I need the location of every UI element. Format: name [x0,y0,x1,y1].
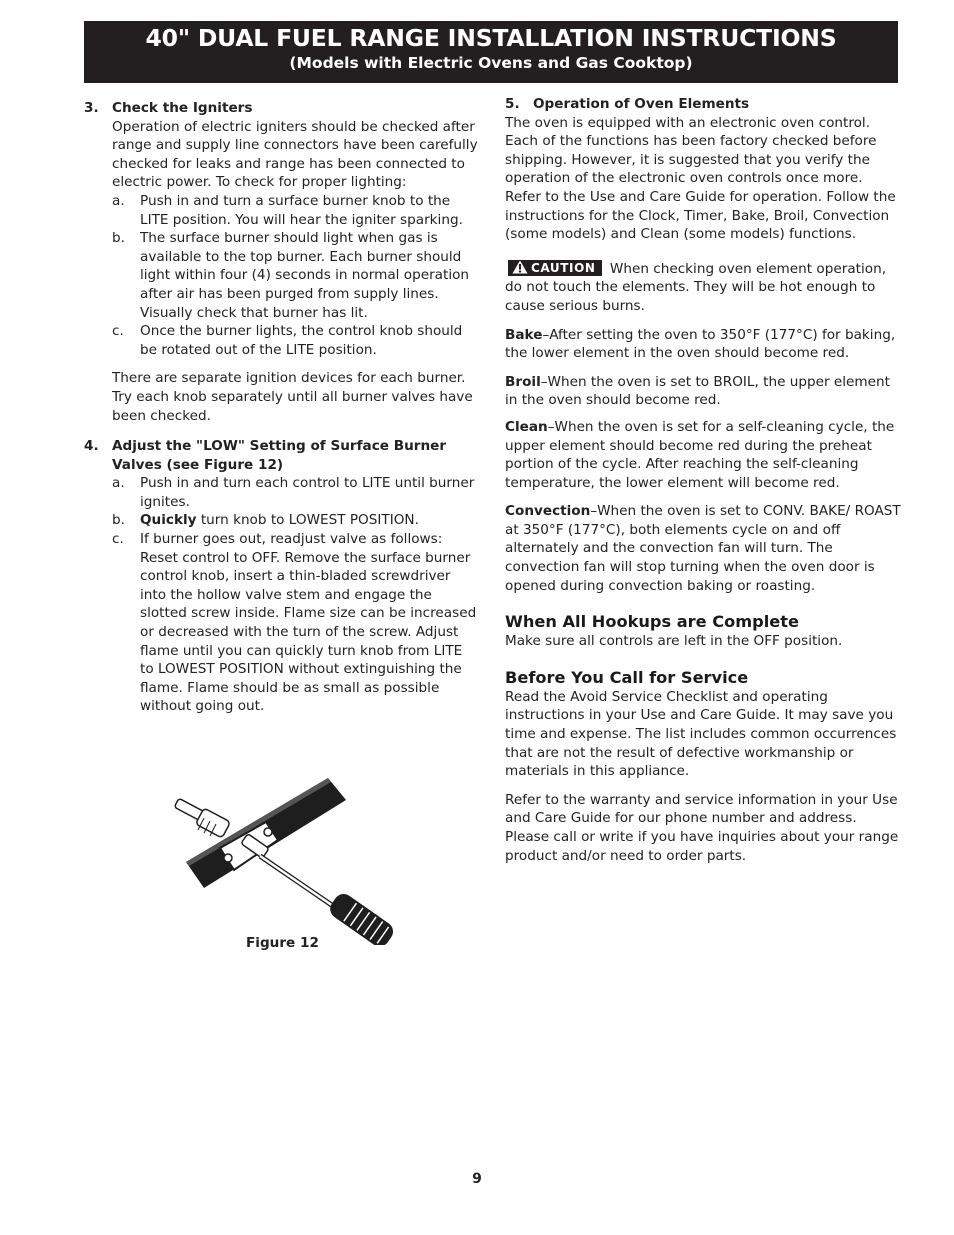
section-number: 3. [84,100,99,116]
figure-12-illustration [168,770,408,945]
caution-label: CAUTION [531,260,596,275]
section-adjust-low-setting [84,437,480,716]
section-intro: Operation of electric igniters should be checked after range and supply line connectors have been carefully checked for leaks and range has been connected to electric power. To check for proper lighting: [112,118,478,191]
section-number: 5. [505,96,520,112]
list-item: c. If burner goes out, readjust valve as follows: Reset control to OFF. Remove the surface burner control knob, insert a thin-bladed screwdriver into the hollow valve stem and engage the slotted screw inside. Flame size can be increased or decreased with the turn of the screw. Adjust flame until you can quickly turn knob from LITE to LOWEST POSITION without extinguishing the flame. Flame should be as small as possible without going out. [112,531,477,715]
right-column [505,95,901,865]
list-item: c. Once the burner lights, the control knob should be rotated out of the LITE position. [112,323,463,358]
valve-screwdriver-illustration [168,770,408,945]
page-subtitle: (Models with Electric Ovens and Gas Cooktop) [289,54,693,72]
convection-paragraph: Convection–When the oven is set to CONV. BAKE/ ROAST at 350°F (177°C), both elements cycle on and off alternately and the convection fan will turn. The convection fan will stop turning when the oven door is opened during convection baking or roasting. [505,503,901,594]
section-title: Check the Igniters [112,100,253,116]
hookups-text: Make sure all controls are left in the OFF position. [505,633,843,650]
bake-paragraph: Bake–After setting the oven to 350°F (177°C) for baking, the lower element in the oven should become red. [505,326,896,362]
service-heading: Before You Call for Service [505,667,749,687]
section-oven-elements [505,95,901,244]
list-item: a. Push in and turn a surface burner knob to the LITE position. You will hear the igniter sparking. [112,192,463,228]
clean-paragraph: Clean–When the oven is set for a self-cleaning cycle, the upper element should become red during the preheat portion of the cycle. After reaching the self-cleaning temperature, the lower element will become red. [505,418,895,491]
page-title: 40" DUAL FUEL RANGE INSTALLATION INSTRUCTIONS [145,24,837,52]
section-number: 4. [84,438,99,455]
section-check-igniters [84,99,480,425]
list-item: a. Push in and turn each control to LITE until burner ignites. [112,475,475,510]
list-item: b. The surface burner should light when gas is available to the top burner. Each burner should light within four (4) seconds in normal operation after air has been purged from supply lines. Visually check that burner has lit. [112,230,470,321]
list-item: b. Quickly turn knob to LOWEST POSITION. [112,512,419,529]
caution-badge [508,260,602,276]
section-outro: There are separate ignition devices for each burner. Try each knob separately until all burner valves have been checked. [112,370,473,424]
service-paragraph-1: Read the Avoid Service Checklist and operating instructions in your Use and Care Guide. It may save you time and expense. The list includes common occurrences that are not the result of defective workmanship or materials in this appliance. [505,688,897,780]
term-bake: Bake [505,326,543,343]
page-number: 9 [472,1171,482,1187]
term-broil: Broil [505,373,541,390]
broil-paragraph: Broil–When the oven is set to BROIL, the upper element in the oven should become red. [505,373,890,409]
page-header [84,21,898,83]
caution-notice [505,260,901,316]
screwdriver-handle-shape [326,890,397,945]
figure-caption: Figure 12 [246,935,319,951]
section-title: Operation of Oven Elements [533,96,750,112]
caution-text: When checking oven element operation, do not touch the elements. They will be hot enough to cause serious burns. [505,260,887,314]
hookups-heading: When All Hookups are Complete [505,612,799,632]
term-convection: Convection [505,503,591,520]
left-column [84,99,480,716]
service-paragraph-2: Refer to the warranty and service information in your Use and Care Guide for our phone number and address. Please call or write if you have inquiries about your range product and/or need to order parts. [505,791,899,864]
term-clean: Clean [505,418,548,435]
section-body: The oven is equipped with an electronic oven control. Each of the functions has been factory checked before shipping. However, it is suggested that you verify the operation of the electronic oven controls once more. Refer to the Use and Care Guide for operation. Follow the instructions for the Clock, Timer, Bake, Broil, Convection (some models) and Clean (some models) functions. [505,114,896,243]
warning-icon [512,260,528,274]
section-title: Adjust the "LOW" Setting of Surface Burner Valves (see Figure 12) [112,438,447,473]
emphasis-quickly: Quickly [140,512,197,529]
